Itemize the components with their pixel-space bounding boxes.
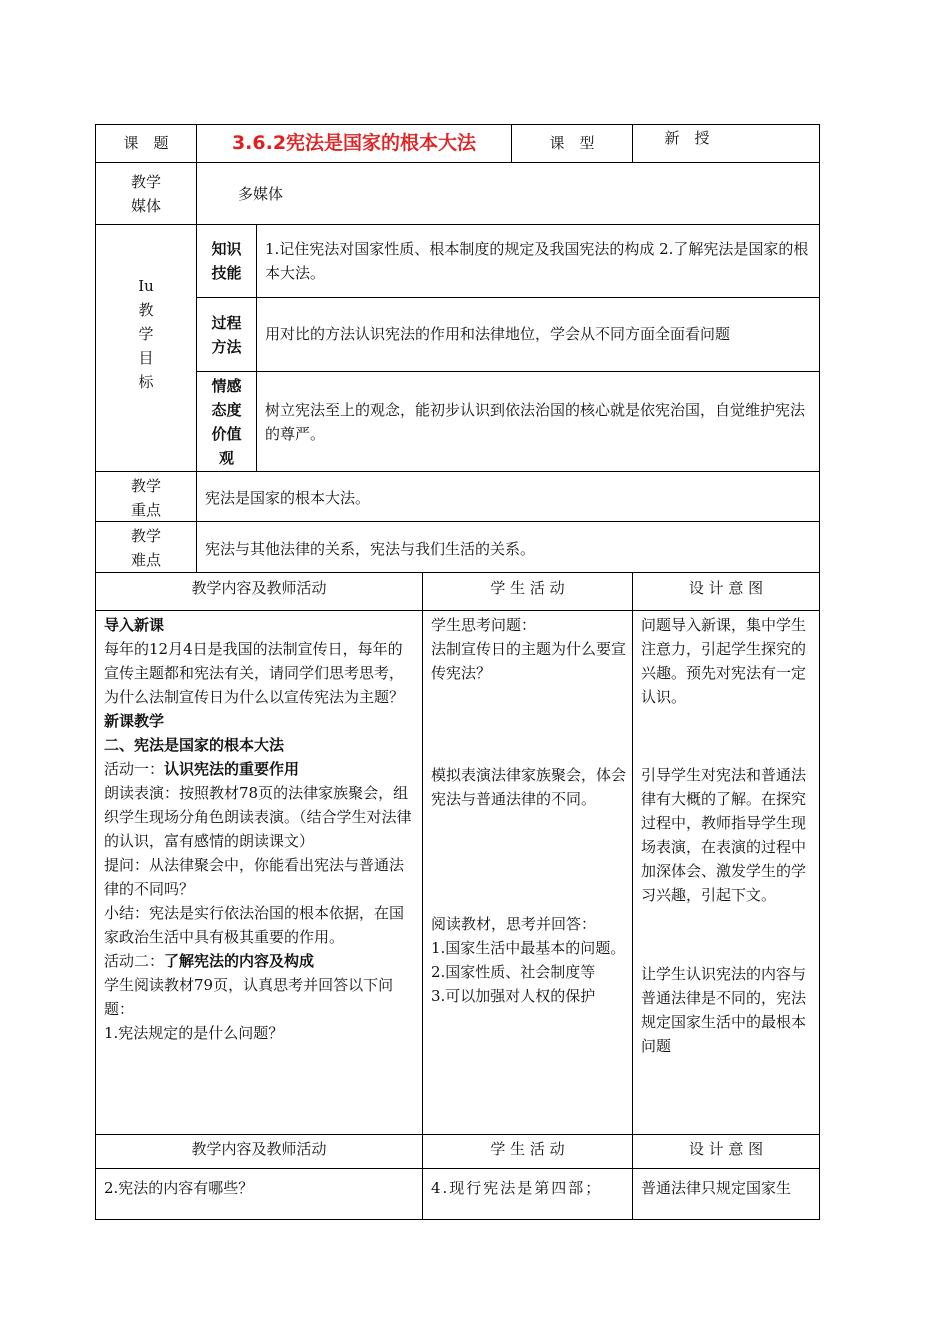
- summary-text: 小结：宪法是实行依法治国的根本依据，在国家政治生活中具有极其重要的作用。: [104, 904, 405, 946]
- rule: [95, 1168, 820, 1169]
- intro-heading: 导入新课: [104, 616, 165, 634]
- teacher-activities: [104, 613, 416, 1045]
- objective-label-knowledge: 知识 技能: [211, 240, 242, 282]
- col-header-intent-2: 设 计 意 图: [688, 1140, 764, 1158]
- student-answers: [431, 936, 627, 1008]
- type-value: 新 授: [664, 129, 710, 147]
- question-1: 1.宪法规定的是什么问题？: [104, 1024, 284, 1042]
- intent-text-2: 引导学生对宪法和普通法律有大概的了解。在探究过程中，教师指导学生现场表演，在表演的过程中加深体会、激发学生的学习兴趣，引起下文。: [641, 766, 807, 904]
- rule: [95, 124, 820, 125]
- intent-text-1: 问题导入新课，集中学生注意力，引起学生探究的兴趣。预先对宪法有一定认识。: [641, 616, 807, 706]
- rule-v: [256, 224, 257, 472]
- rule: [95, 224, 820, 225]
- objective-label-attitude: 情感 态度 价值 观: [211, 377, 242, 467]
- answer-3: 3.可以加强对人权的保护: [431, 987, 596, 1005]
- rule: [95, 1219, 820, 1220]
- lesson-title: 3.6.2宪法是国家的根本大法: [231, 132, 477, 154]
- rule: [95, 1134, 820, 1135]
- intent-text-3: 让学生认识宪法的内容与普通法律是不同的，宪法规定国家生活中的最根本问题: [641, 965, 807, 1055]
- rule: [95, 572, 820, 573]
- objectives-label: Iu 教 学 目 标: [138, 277, 154, 391]
- col-header-student-2: 学 生 活 动: [490, 1140, 565, 1158]
- rule: [95, 610, 820, 611]
- activity2-line: 活动二：了解宪法的内容及构成: [104, 952, 315, 970]
- border-right: [819, 124, 820, 1220]
- key-point-text: 宪法是国家的根本大法。: [205, 489, 371, 507]
- activity1-line: 活动一：认识宪法的重要作用: [104, 760, 300, 778]
- key-point-label: 教学 重点: [130, 477, 161, 519]
- student-think-text: 法制宣传日的主题为什么要宣传宪法？: [431, 640, 627, 682]
- col-header-teacher: 教学内容及教师活动: [191, 579, 327, 597]
- col-header-student: 学 生 活 动: [490, 579, 565, 597]
- media-value: 多媒体: [238, 185, 284, 203]
- col-header-intent: 设 计 意 图: [688, 579, 764, 597]
- student-read-text: 阅读教材，思考并回答：: [431, 915, 597, 933]
- objective-text-process: 用对比的方法认识宪法的作用和法律地位，学会从不同方面全面看问题: [265, 325, 731, 343]
- new-lesson-heading: 新课教学: [104, 712, 165, 730]
- question-text: 提问：从法律聚会中，你能看出宪法与普通法律的不同吗？: [104, 856, 405, 898]
- rule: [95, 521, 820, 522]
- rule: [95, 162, 820, 163]
- objective-text-knowledge: 1.记住宪法对国家性质、根本制度的规定及我国宪法的构成 2.了解宪法是国家的根本大法。: [265, 240, 809, 282]
- difficulty-text: 宪法与其他法律的关系，宪法与我们生活的关系。: [205, 540, 536, 558]
- type-label: 课 型: [549, 134, 595, 152]
- rule: [95, 471, 820, 472]
- answer-2: 2.国家性质、社会制度等: [431, 963, 596, 981]
- rule-v: [632, 572, 633, 1220]
- last-row-student: 4.现行宪法是第四部；: [431, 1179, 603, 1197]
- last-row-teacher: 2.宪法的内容有哪些？: [104, 1179, 254, 1197]
- student-think-label: 学生思考问题：: [431, 616, 537, 634]
- media-label: 教学 媒体: [130, 173, 161, 215]
- objective-label-process: 过程 方法: [211, 314, 242, 356]
- section-heading: 二、宪法是国家的根本大法: [104, 736, 285, 754]
- rule-v: [422, 572, 423, 1220]
- activity2-text: 学生阅读教材79页，认真思考并回答以下问题：: [104, 976, 394, 1018]
- reading-text: 朗读表演：按照教材78页的法律家族聚会，组织学生现场分角色朗读表演。（结合学生对法律的认识，富有感情的朗读课文）: [104, 784, 412, 850]
- rule: [196, 371, 820, 372]
- student-simulate-text: 模拟表演法律家族聚会，体会宪法与普通法律的不同。: [431, 766, 627, 808]
- rule-v: [196, 471, 197, 572]
- topic-label: 课 题: [123, 134, 169, 152]
- col-header-teacher-2: 教学内容及教师活动: [191, 1140, 327, 1158]
- answer-1: 1.国家生活中最基本的问题。: [431, 939, 626, 957]
- last-row-intent: 普通法律只规定国家生: [641, 1179, 792, 1197]
- difficulty-label: 教学 难点: [130, 527, 161, 569]
- intro-text: 每年的12月4日是我国的法制宣传日，每年的宣传主题都和宪法有关，请同学们思考思考，为什么法制宣传日为什么以宣传宪法为主题？: [104, 640, 405, 706]
- rule: [196, 297, 820, 298]
- objective-text-attitude: 树立宪法至上的观念，能初步认识到依法治国的核心就是依宪治国，自觉维护宪法的尊严。: [265, 401, 806, 443]
